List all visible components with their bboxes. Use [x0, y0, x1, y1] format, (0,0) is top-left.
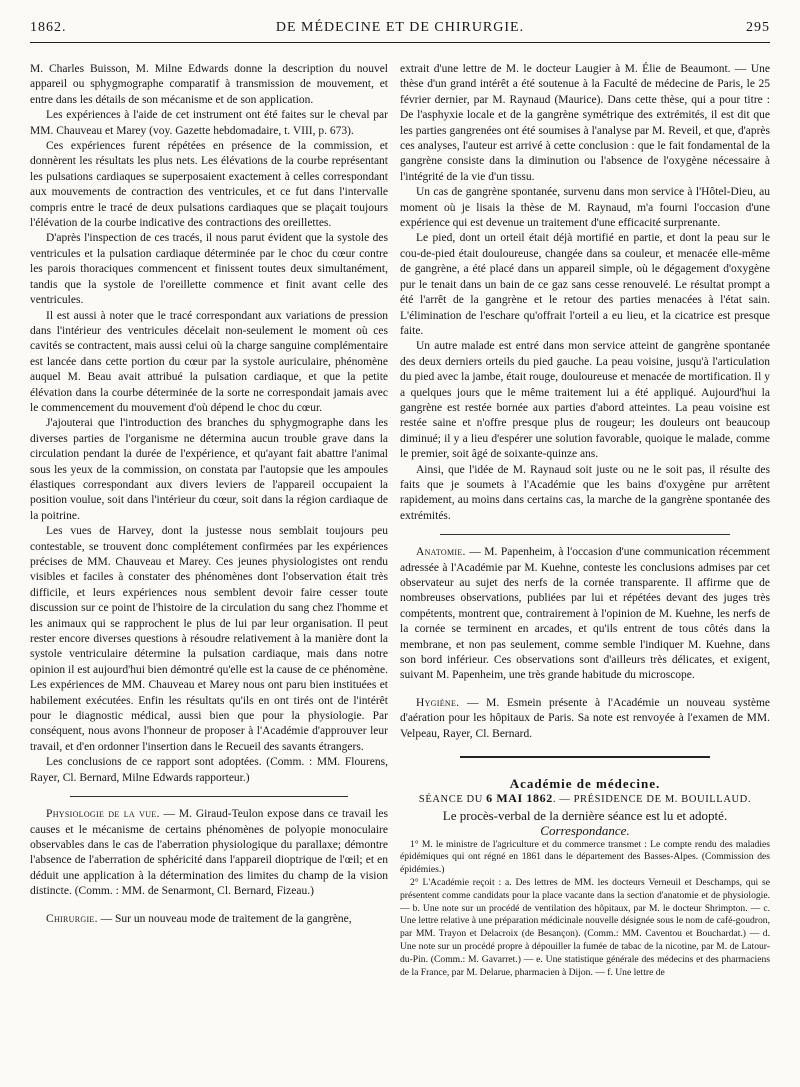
list-item: 1° M. le ministre de l'agriculture et du commerce transmet : Le compte rendu des maladies épidémiques qui ont régné en 1861 dans le département des Basses-Alpes. (Commission des épidémies.)	[400, 838, 770, 876]
right-column	[400, 62, 770, 1082]
paragraph: D'après l'inspection de ces tracés, il nous parut évident que la systole des ventricules et la pulsation cardiaque déterminée par le choc du cœur contre les parois thoraciques commencent et finissent toutes deux simultanément, tandis que la systole de l'oreillette commence et finit avant celle des ventricules.	[30, 232, 388, 307]
seance-suffix: . — PRÉSIDENCE DE M. BOUILLAUD.	[552, 794, 752, 806]
running-header	[30, 6, 770, 43]
section-divider	[460, 756, 710, 758]
paragraph-text: — M. Esmein présente à l'Académie un nouveau système d'aération pour les hôpitaux de Paris. Sa note est renvoyée à l'examen de MM. Velpeau, Rayer, Cl. Bernard.	[400, 696, 770, 740]
paragraph: Les vues de Harvey, dont la justesse nous semblait toujours peu contestable, se trouvent donc complétement confirmées par les expériences précises de MM. Chauveau et Marey. Ces jeunes physiologistes ont rendu visibles et faciles à constater des phénomènes dont l'observation était très difficile, et leurs expériences nous semblent devoir faire cesser toute discussion sur ce point de l'histoire de la circulation du sang chez l'homme et les animaux qui se rapprochent le plus de lui par leur organisation. Il peut rester encore diverses questions à résoudre relativement à la manière dont la systole ventriculaire détermine la pulsation cardiaque, mais dans notre opinion il est aujourd'hui bien démontré qu'elle est la cause de ce phénomène. Les expériences de MM. Chauveau et Marey nous ont paru bien instituées et habilement exécutées. Enfin les résultats qu'ils en ont tirés ont de l'intérêt pour le diagnostic médical, aussi bien que pour la physiologie. Par conséquent, nous avons l'honneur de proposer à l'Académie d'approuver leur travail, et d'en ordonner l'insertion dans le Recueil des savants étrangers.	[30, 525, 388, 753]
paragraph: Un autre malade est entré dans mon service atteint de gangrène spontanée des deux derniers orteils du pied gauche. La peau voisine, jusqu'à l'articulation du pied avec la jambe, était rouge, douloureuse et menacée de mortification. Il y a quelques jours que le même traitement lui a été appliqué. Aujourd'hui la gangrène est restée bornée aux parties d'abord atteintes. La peau voisine est restée saine et n'offre presque plus de rougeur; les douleurs ont beaucoup diminué; il y a lieu d'espérer une solution favorable, quoique le malade, comme le premier, soit âgé de soixante-quinze ans.	[400, 340, 770, 461]
section-heading: Hygiène.	[416, 696, 460, 709]
paragraph-text: — M. Papenheim, à l'occasion d'une communication récemment adressée à l'Académie par M. Kuehne, conteste les conclusions admises par cet observateur au sujet des nerfs de la cornée transparente. Il affirme que de nombreuses observations, publiées par lui et répétées devant des juges très compétents, montrent que, contrairement à l'opinion de M. Kuehne, les nerfs de la cornée se terminent en arcades, et qu'ils entrent de tous côtés dans la membrane, et non pas seulement, comme semble l'indiquer M. Kuehne, dans son bord inférieur. Ces observations sont d'ailleurs très délicates, et exigent, suivant M. Papenheim, une très grande habitude du microscope.	[400, 546, 770, 682]
paragraph	[400, 545, 770, 684]
left-column	[30, 62, 388, 1082]
seance-date: 6 MAI 1862	[486, 791, 553, 806]
academie-heading: Académie de médecine.	[509, 776, 661, 792]
header-year: 1862.	[30, 20, 67, 35]
paragraph: Ces expériences furent répétées en présence de la commission, et donnèrent les résultats les plus nets. Les élévations de la courbe représentant les pulsations cardiaques se superposaient exactement à celles correspondant aux mouvements de contraction des ventricules, et ce fut dans l'intervalle compris entre le tracé de deux pulsations cardiaques que se plaçait toujours l'élévation de la courbe indicative des contractions des oreillettes.	[30, 140, 388, 230]
section-divider	[70, 796, 348, 797]
correspondance-list	[400, 839, 770, 980]
paragraph: J'ajouterai que l'introduction des branches du sphygmographe dans les diverses parties de l'organisme ne détermina aucun trouble grave dans la circulation pendant la durée de l'expérience, et qu'ayant fait abattre l'animal sous les yeux de la commission, on constata par l'autopsie que les ampoules élastiques correspondant aux divers leviers de l'appareil occupaient la position voulue, soit dans l'intérieur du cœur, soit dans la région cardiaque de la poitrine.	[30, 417, 388, 522]
correspondance-heading: Correspondance.	[540, 823, 630, 839]
paragraph: Un cas de gangrène spontanée, survenu dans mon service à l'Hôtel-Dieu, au moment où je lisais la thèse de M. Raynaud, m'a fourni l'occasion d'une expérience qui est devenue un traitement d'une efficacité surprenante.	[400, 186, 770, 230]
section-heading: Anatomie.	[416, 546, 466, 559]
section-heading: Physiologie de la vue.	[46, 808, 160, 821]
paragraph-text: — Sur un nouveau mode de traitement de la gangrène,	[97, 912, 352, 925]
paragraph: Les conclusions de ce rapport sont adoptées. (Comm. : MM. Flourens, Rayer, Cl. Bernard, Milne Edwards rapporteur.)	[30, 756, 388, 784]
paragraph	[30, 807, 388, 899]
paragraph: Le pied, dont un orteil était déjà mortifié en partie, et dont la peau sur le cou-de-pied était douloureuse, changée dans sa couleur, et menacée elle-même de gangrène, a été placé dans un appareil simple, où le dégagement d'oxygène pur le tenait dans un bain de ce gaz sans cesse renouvelé. Le résultat prompt a été l'arrêt de la gangrène et le retour des parties menacées à l'état sain. L'élimination de l'eschare qu'offrait l'orteil a eu lieu, et la cicatrice est presque faite.	[400, 232, 770, 337]
page-number: 295	[746, 20, 770, 35]
paragraph: Les expériences à l'aide de cet instrument ont été faites sur le cheval par MM. Chauveau et Marey (voy. Gazette hebdomadaire, t. VIII, p. 673).	[30, 109, 388, 137]
section-divider	[440, 534, 730, 535]
paragraph: M. Charles Buisson, M. Milne Edwards donne la description du nouvel appareil ou sphygmographe comparatif à transmission de mouvement, et entre dans les détails de son mécanisme et de son application.	[30, 63, 388, 106]
seance-line	[400, 791, 770, 807]
section-heading: Chirurgie.	[46, 912, 98, 925]
paragraph	[30, 912, 388, 927]
seance-prefix: SÉANCE DU	[418, 794, 487, 806]
paragraph: Ainsi, que l'idée de M. Raynaud soit juste ou ne le soit pas, il résulte des faits que je soumets à l'Académie que les bains d'oxygène pur arrêtent rapidement, au moins dans certains cas, la marche de la gangrène spontanée des extrémités.	[400, 463, 770, 522]
paragraph	[400, 696, 770, 742]
header-journal-title: DE MÉDECINE ET DE CHIRURGIE.	[275, 20, 525, 35]
paragraph: extrait d'une lettre de M. le docteur Laugier à M. Élie de Beaumont. — Une thèse d'un grand intérêt a été soutenue à la Faculté de médecine de Paris, le 25 février dernier, par M. Raynaud (Maurice). Dans cette thèse, qui a pour titre : De l'asphyxie locale et de la gangrène symétrique des extrémités, il est dit que les parties gangrenées ont été soumises à l'analyse par M. Reveil, et que, d'après ces analyses, l'auteur est arrivé à cette conclusion : que le fait fondamental de la gangrène consiste dans la diminution ou l'absence de l'oxygène nécessaire à l'intégrité de la vie d'un tissu.	[400, 63, 770, 183]
paragraph-text: — M. Giraud-Teulon expose dans ce travail les causes et le mécanisme de certains phénomènes de polyopie monoculaire observables dans le cas de l'aberration physiologique du parallaxe; démontre l'absence de l'aberration de sphéricité dans l'appareil dioptrique de l'œil; et en déduit une application à la détermination des limites du champ de la vision distincte. (Comm. : MM. de Senarmont, Cl. Bernard, Fizeau.)	[30, 808, 388, 898]
list-item: 2° L'Académie reçoit : a. Des lettres de MM. les docteurs Verneuil et Deschamps, qui se présentent comme candidats pour la place vacante dans la section d'anatomie et de physiologie. — b. Une note sur un procédé de ventilation des hôpitaux, par M. le docteur Shrimpton. — c. Une lettre relative à une préparation médicinale nouvelle désignée sous le nom de café-goudron, par MM. Trayon et Delacroix (de Besançon). (Comm.: MM. Caventou et Bouchardat.) — d. Une note sur un procédé propre à dépouiller la fumée de tabac de la nicotine, par M. de Latour-du-Pin. (Comm.: M. Gavarret.) — e. Une statistique générale des médecins et des pharmaciens de la France, par M. Delarue, pharmacien à Dijon. — f. Une lettre de	[400, 877, 770, 978]
paragraph: Il est aussi à noter que le tracé correspondant aux variations de pression dans l'intérieur des ventricules décelait non-seulement le moment où ces cavités se contractent, mais aussi celui où la charge sanguine complémentaire est lancée dans cette portion du cœur par la systole auriculaire, phénomène auquel M. Beau avait attribué la pulsation cardiaque, et que la petite élévation dans la courbe déterminée de la sorte ne correspondait jamais avec le commencement du mouvement d'où dépend le choc du cœur.	[30, 309, 388, 414]
proces-verbal: Le procès-verbal de la dernière séance est lu et adopté.	[442, 807, 728, 823]
